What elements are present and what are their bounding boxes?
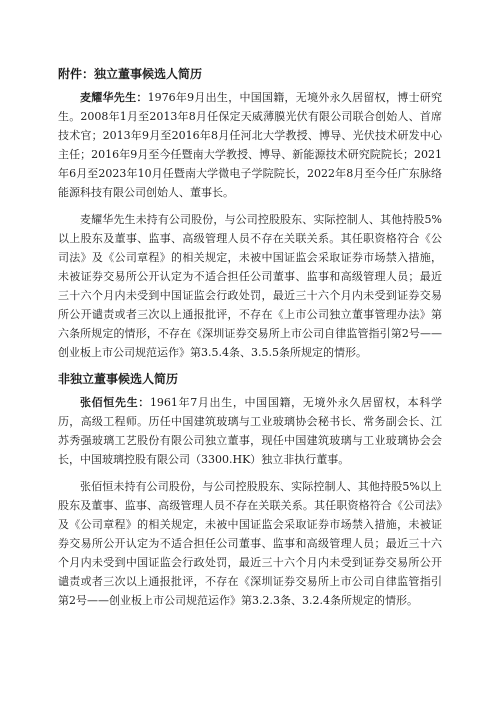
section-title-non-independent-director: 非独立董事候选人简历 [58, 372, 179, 386]
candidate-note-mai: 麦耀华先生未持有公司股份，与公司控股股东、实际控制人、其他持股5%以上股东及董事、监事、高级管理人员不存在关联关系。其任职资格符合《公司法》及《公司章程》的相关规定，未被中国证监会采取证券市场禁入措施，未被证券交易所公开认定为不适合担任公司董事、监事和高级管理人员；最近三十六个月内未受到中国证监会行政处罚，最近三十六个月内未受到证券交易所公开谴责或者三次以上通报批评，不存在《上市公司独立董事管理办法》第六条所规定的情形，不存在《深圳证券交易所上市公司自律监管指引第2号——创业板上市公司规范运作》第3.5.4条、3.5.5条所规定的情形。 [58, 213, 442, 359]
candidate-bio-text-zhang: 1961年7月出生，中国国籍，无境外永久居留权，本科学历，高级工程师。历任中国建筑玻璃与工业玻璃协会秘书长、常务副会长、江苏秀强玻璃工艺股份有限公司独立董事，现任中国建筑玻璃与工业玻璃协会会长，中国玻璃控股有限公司（3300.HK）独立非执行董事。 [58, 396, 442, 466]
candidate-bio-zhang [58, 393, 442, 469]
candidate-name-zhang: 张佰恒先生： [80, 396, 150, 409]
candidate-bio-text-mai: 1976年9月出生，中国国籍，无境外永久居留权，博士研究生。2008年1月至2013年8月任保定天威薄膜光伏有限公司联合创始人、首席技术官；2013年9月至2016年8月任河北大学教授、博导、光伏技术研发中心主任；2016年9月至今任暨南大学教授、博导、新能源技术研究院院长；2021年6月至2023年10月任暨南大学微电子学院院长，2022年8月至今任广东脉络能源科技有限公司创始人、董事长。 [58, 91, 443, 199]
candidate-name-mai: 麦耀华先生： [80, 91, 148, 104]
candidate-note-zhang: 张佰恒未持有公司股份，与公司控股股东、实际控制人、其他持股5%以上股东及董事、监事、高级管理人员不存在关联关系。其任职资格符合《公司法》及《公司章程》的相关规定，未被中国证监会采取证券市场禁入措施，未被证券交易所公开认定为不适合担任公司董事、监事和高级管理人员；最近三十六个月内未受到中国证监会行政处罚，最近三十六个月内未受到证券交易所公开谴责或者三次以上通报批评，不存在《深圳证券交易所上市公司自律监管指引第2号——创业板上市公司规范运作》第3.2.3条、3.2.4条所规定的情形。 [58, 480, 442, 607]
candidate-bio-mai [58, 88, 442, 202]
section-title-independent-director: 附件：独立董事候选人简历 [58, 67, 203, 81]
document-page [58, 66, 442, 610]
